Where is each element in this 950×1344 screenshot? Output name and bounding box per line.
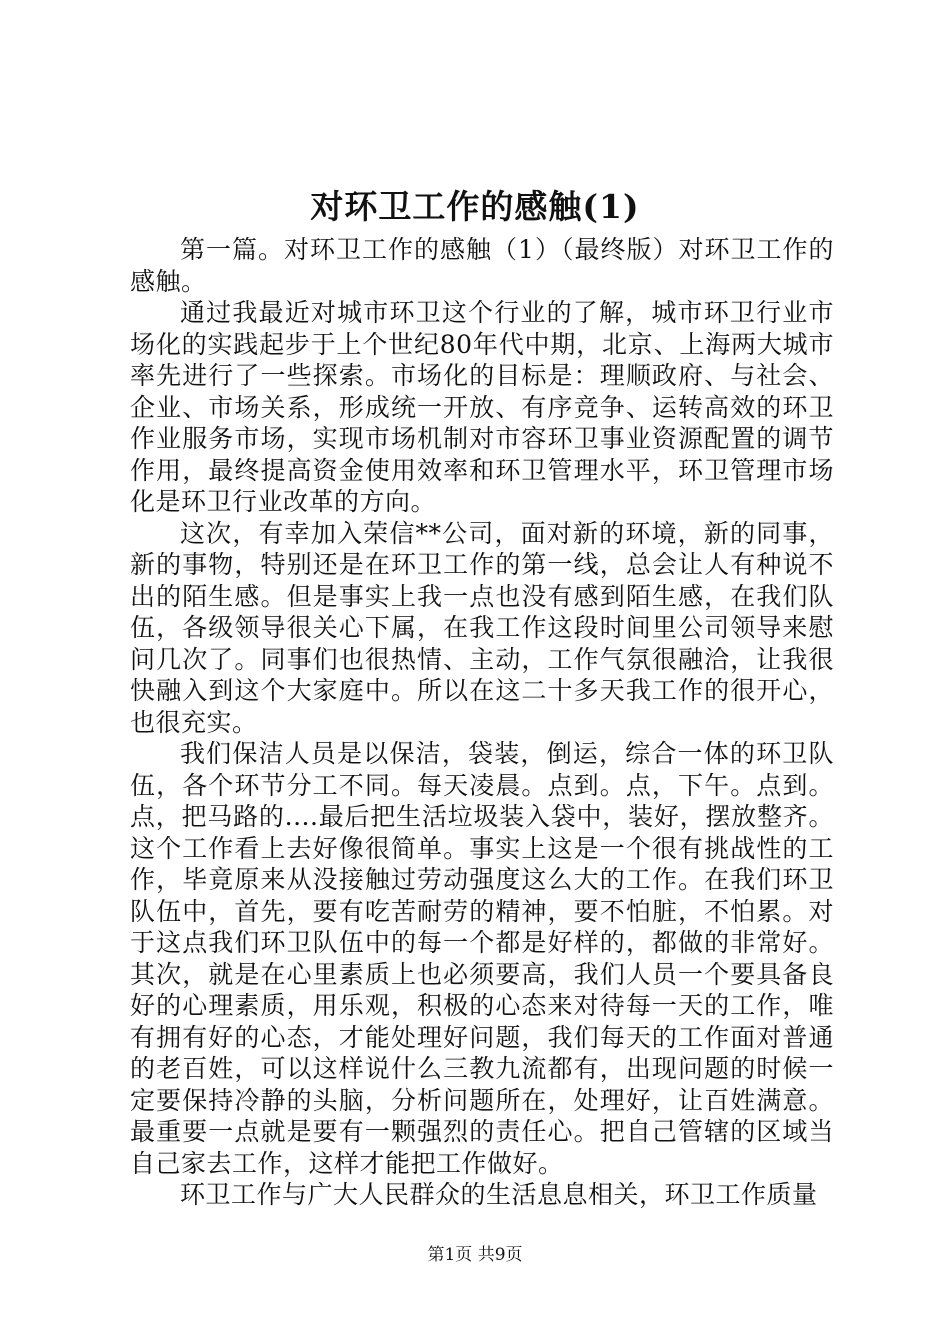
document-title: 对环卫工作的感触(1)	[310, 187, 640, 226]
paragraph: 这次，有幸加入荣信**公司，面对新的环境，新的同事，新的事物，特别还是在环卫工作的第一线，总会让人有种说不出的陌生感。但是事实上我一点也没有感到陌生感，在我们队伍，各级领导很关心下属，在我工作这段时间里公司领导来慰问几次了。同事们也很热情、主动，工作气氛很融洽，让我很快融入到这个大家庭中。所以在这二十多天我工作的很开心，也很充实。	[130, 518, 834, 737]
paragraph: 我们保洁人员是以保洁，袋装，倒运，综合一体的环卫队伍，各个环节分工不同。每天凌晨。点到。点，下午。点到。点，把马路的....最后把生活垃圾装入袋中，装好，摆放整齐。这个工作看上去好像很简单。事实上这是一个很有挑战性的工作，毕竟原来从没接触过劳动强度这么大的工作。在我们环卫队伍中，首先，要有吃苦耐劳的精神，要不怕脏，不怕累。对于这点我们环卫队伍中的每一个都是好样的，都做的非常好。其次，就是在心里素质上也必须要高，我们人员一个要具备良好的心理素质，用乐观，积极的心态来对待每一天的工作，唯有拥有好的心态，才能处理好问题，我们每天的工作面对普通的老百姓，可以这样说什么三教九流都有，出现问题的时候一定要保持冷静的头脑，分析问题所在，处理好，让百姓满意。最重要一点就是要有一颗强烈的责任心。把自己管辖的区域当自己家去工作，这样才能把工作做好。	[130, 739, 834, 1178]
document-body	[130, 234, 834, 1211]
paragraph: 环卫工作与广大人民群众的生活息息相关，环卫工作质量	[180, 1180, 818, 1209]
paragraph: 第一篇。对环卫工作的感触（1）（最终版）对环卫工作的感触。	[130, 235, 834, 296]
page-footer: 第1页 共9页	[427, 1245, 523, 1265]
paragraph: 通过我最近对城市环卫这个行业的了解，城市环卫行业市场化的实践起步于上个世纪80年代中期，北京、上海两大城市率先进行了一些探索。市场化的目标是：理顺政府、与社会、企业、市场关系，形成统一开放、有序竞争、运转高效的环卫作业服务市场，实现市场机制对市容环卫事业资源配置的调节作用，最终提高资金使用效率和环卫管理水平，环卫管理市场化是环卫行业改革的方向。	[130, 298, 834, 516]
